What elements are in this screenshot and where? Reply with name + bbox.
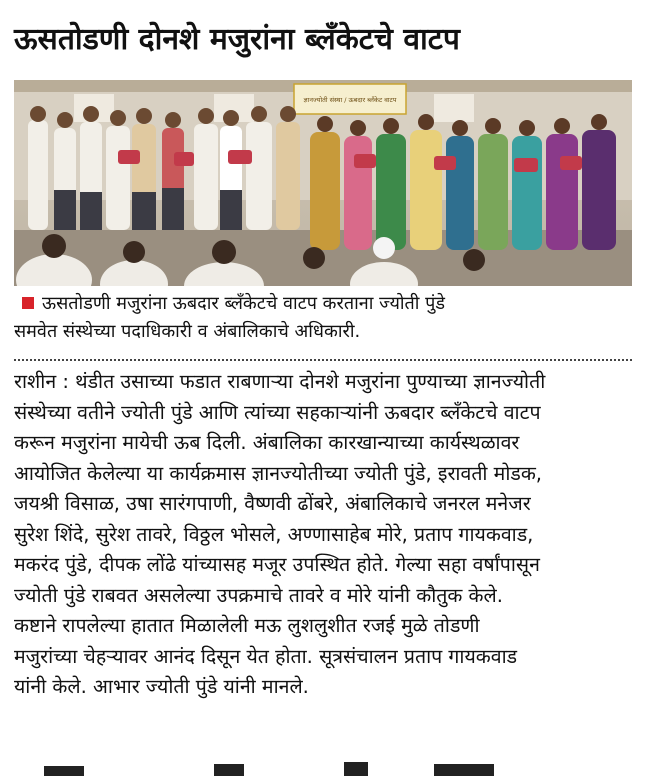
caption-text-2: समवेत संस्थेच्या पदाधिकारी व अंबालिकाचे अधिकारी.: [14, 321, 361, 342]
headline: ऊसतोडणी दोनशे मजुरांना ब्लँकेटचे वाटप: [14, 22, 460, 57]
body-line-8: ज्योती पुंडे राबवत असलेल्या उपक्रमाचे तावरे व मोरे यांनी कौतुक केले.: [14, 583, 503, 607]
article-body: [14, 367, 636, 703]
body-line-5: जयश्री विसाळ, उषा सारंगपाणी, वैष्णवी ढोंबरे, अंबालिकाचे जनरल मनेजर: [14, 492, 531, 515]
body-line-11: यांनी केले. आभार ज्योती पुंडे यांनी मानले.: [14, 675, 309, 698]
body-line-3: करून मजुरांना मायेची ऊब दिली. अंबालिका कारखान्याच्या कार्यस्थळावर: [14, 431, 520, 454]
banner-label: ज्ञानज्योती संस्था / ऊबदार ब्लँकेट वाटप: [303, 96, 397, 104]
caption-text-1: ऊसतोडणी मजुरांना ऊबदार ब्लँकेटचे वाटप करताना ज्योती पुंडे: [42, 293, 446, 314]
body-line-2: संस्थेच्या वतीने ज्योती पुंडे आणि त्यांच्या सहकाऱ्यांनी ऊबदार ब्लँकेटचे वाटप: [14, 400, 541, 424]
caption-bullet-icon: [22, 297, 34, 309]
body-line-10: मजुरांच्या चेहऱ्यावर आनंद दिसून येत होता. सूत्रसंचालन प्रताप गायकवाड: [14, 644, 518, 668]
body-line-4: आयोजित केलेल्या या कार्यक्रमास ज्ञानज्योतीच्या ज्योती पुंडे, इरावती मोडक,: [14, 461, 542, 485]
body-line-9: कष्टाने रापलेल्या हातात मिळालेली मऊ लुशलुशीत रजई मुळे तोडणी: [14, 614, 480, 637]
body-line-7: मकरंद पुंडे, दीपक लोंढे यांच्यासह मजूर उपस्थित होते. गेल्या सहा वर्षांपासून: [14, 553, 540, 576]
next-article-cutoff: [14, 760, 632, 776]
caption-line-2: [14, 318, 632, 346]
photo-caption: [14, 290, 632, 350]
body-line-1: राशीन : थंडीत उसाच्या फडात राबणाऱ्या दोनशे मजुरांना पुण्याच्या ज्ञानज्योती: [14, 370, 546, 393]
news-photo: [14, 80, 632, 286]
event-banner: [294, 84, 406, 114]
body-line-6: सुरेश शिंदे, सुरेश तावरे, विठ्ठल भोसले, अण्णासाहेब मोरे, प्रताप गायकवाड,: [14, 522, 534, 546]
caption-line-1: [14, 290, 632, 318]
group-photo-illustration: [14, 80, 632, 286]
dotted-divider: [14, 359, 632, 361]
